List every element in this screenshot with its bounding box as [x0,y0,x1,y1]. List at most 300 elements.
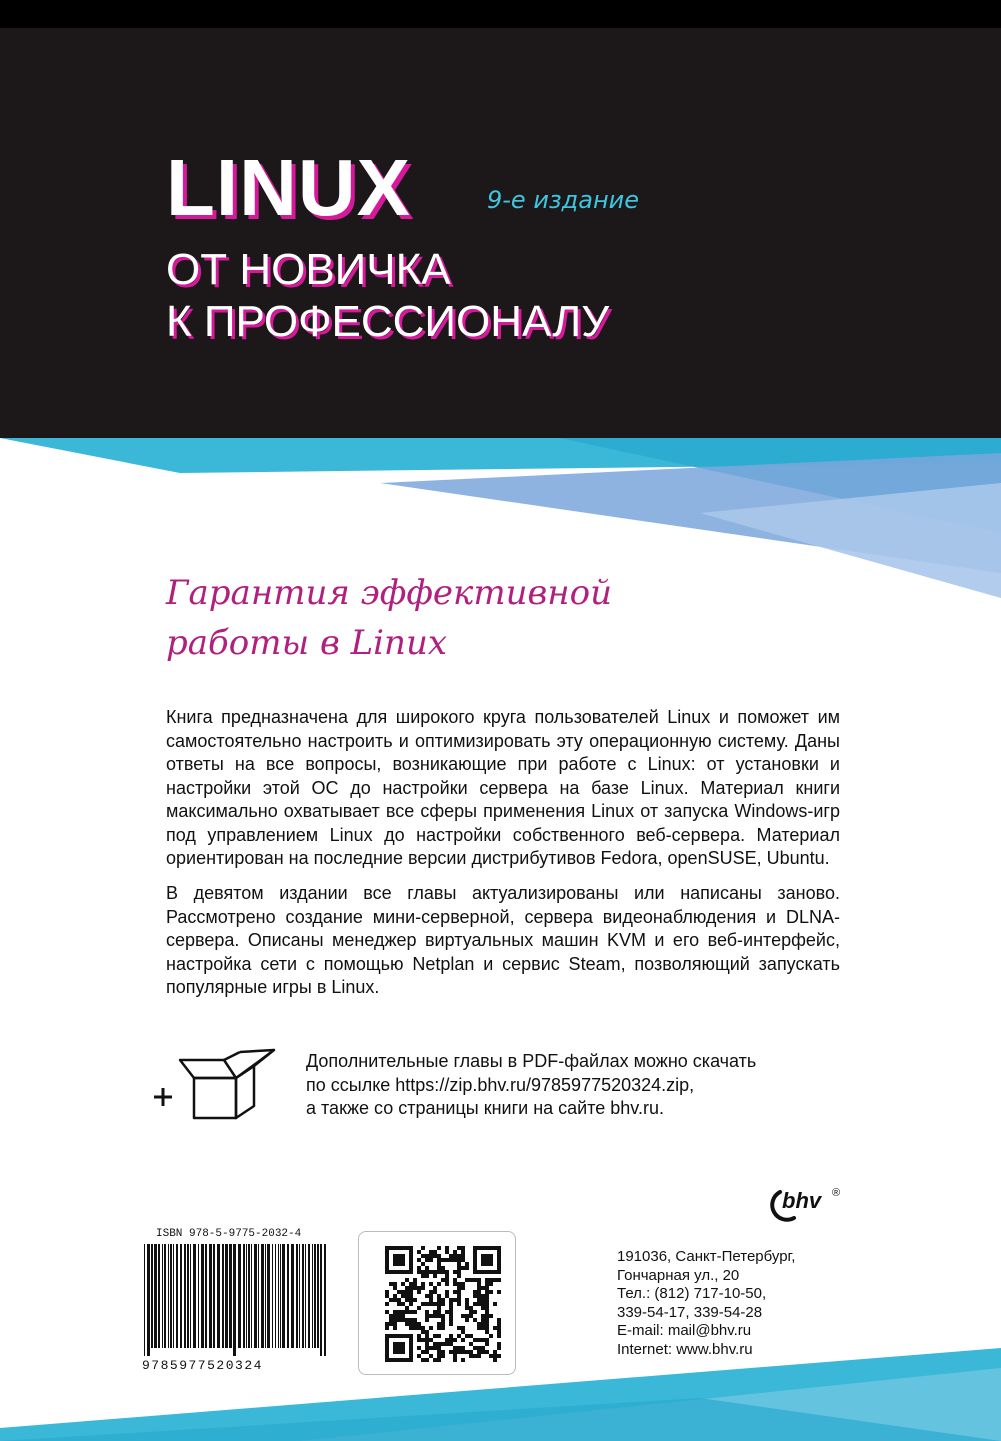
qr-module [445,1274,449,1278]
qr-module [413,1298,417,1302]
qr-module [397,1314,401,1318]
qr-module [477,1298,481,1302]
qr-module [489,1290,493,1294]
qr-module [421,1282,425,1286]
qr-module [485,1290,489,1294]
qr-module [397,1298,401,1302]
qr-module [437,1254,441,1258]
barcode-digits: 9785977520324 [142,1358,263,1373]
qr-module [413,1318,417,1322]
qr-module [489,1282,493,1286]
qr-module [485,1298,489,1302]
qr-module [481,1306,485,1310]
address-line-5: E-mail: mail@bhv.ru [617,1322,752,1339]
qr-module [445,1290,449,1294]
qr-module [389,1282,393,1286]
title-line-2: ОТ НОВИЧКА [166,245,451,294]
qr-module [385,1262,389,1266]
qr-module [473,1278,477,1282]
qr-module [389,1314,393,1318]
qr-module [485,1286,489,1290]
qr-module [385,1310,389,1314]
qr-module [489,1258,493,1262]
qr-module [445,1250,449,1254]
qr-module [461,1258,465,1262]
qr-module [473,1254,477,1258]
qr-module [469,1310,473,1314]
qr-module [385,1258,389,1262]
qr-module [473,1262,477,1266]
qr-module [417,1258,421,1262]
qr-module [405,1310,409,1314]
edition-label: 9-е издание [487,186,640,214]
qr-module [465,1278,469,1282]
qr-module [477,1246,481,1250]
qr-module [485,1282,489,1286]
qr-module [481,1298,485,1302]
qr-module [417,1322,421,1326]
qr-module [465,1318,469,1322]
qr-module [433,1290,437,1294]
qr-module [389,1246,393,1250]
qr-module [409,1294,413,1298]
qr-module [417,1290,421,1294]
qr-module [393,1282,397,1286]
qr-module [473,1246,477,1250]
qr-module [437,1298,441,1302]
qr-module [461,1286,465,1290]
qr-module [497,1254,501,1258]
qr-module [445,1270,449,1274]
qr-module [393,1322,397,1326]
qr-module [449,1322,453,1326]
qr-module [481,1258,485,1262]
qr-module [409,1254,413,1258]
qr-module [429,1250,433,1254]
qr-module [437,1266,441,1270]
qr-module [497,1246,501,1250]
qr-module [485,1322,489,1326]
qr-module [449,1254,453,1258]
qr-module [485,1302,489,1306]
qr-module [409,1310,413,1314]
qr-module [473,1318,477,1322]
qr-module [449,1306,453,1310]
qr-module [453,1278,457,1282]
qr-module [413,1310,417,1314]
qr-module [497,1262,501,1266]
tagline-line-2: работы в Linux [166,623,448,663]
qr-module [489,1314,493,1318]
qr-module [445,1310,449,1314]
qr-module [425,1274,429,1278]
qr-module [413,1278,417,1282]
qr-module [401,1282,405,1286]
qr-module [405,1294,409,1298]
qr-module [425,1258,429,1262]
tagline-line-1: Гарантия эффективной [166,573,613,613]
qr-module [417,1306,421,1310]
qr-module [473,1290,477,1294]
qr-module [485,1246,489,1250]
qr-module [445,1278,449,1282]
qr-module [413,1322,417,1326]
qr-module [465,1314,469,1318]
qr-module [409,1286,413,1290]
extra-chapters-note [306,1050,756,1121]
qr-module [457,1298,461,1302]
qr-module [413,1282,417,1286]
qr-module [429,1258,433,1262]
address-line-1: 191036, Санкт-Петербург, [617,1248,796,1265]
qr-module [481,1314,485,1318]
qr-module [465,1266,469,1270]
qr-module [449,1298,453,1302]
qr-module [405,1246,409,1250]
qr-module [457,1254,461,1258]
qr-module [397,1262,401,1266]
qr-module [409,1266,413,1270]
qr-module [405,1286,409,1290]
qr-module [393,1298,397,1302]
qr-module [485,1314,489,1318]
qr-module [385,1322,389,1326]
qr-module [453,1258,457,1262]
qr-module [397,1310,401,1314]
qr-module [409,1258,413,1262]
qr-module [397,1270,401,1274]
qr-module [453,1290,457,1294]
isbn-label: ISBN 978-5-9775-2032-4 [156,1228,302,1240]
qr-module [389,1318,393,1322]
qr-module [497,1250,501,1254]
qr-module [389,1322,393,1326]
qr-module [385,1294,389,1298]
qr-module [393,1310,397,1314]
qr-module [485,1310,489,1314]
qr-module [497,1258,501,1262]
qr-module [493,1270,497,1274]
qr-module [437,1246,441,1250]
qr-module [389,1298,393,1302]
qr-module [453,1298,457,1302]
qr-module [401,1318,405,1322]
qr-module [389,1270,393,1274]
qr-module [401,1246,405,1250]
qr-module [461,1282,465,1286]
qr-module [385,1290,389,1294]
qr-module [393,1270,397,1274]
qr-module [477,1282,481,1286]
qr-module [477,1286,481,1290]
qr-module [385,1246,389,1250]
qr-module [457,1282,461,1286]
qr-module [437,1294,441,1298]
qr-module [397,1254,401,1258]
qr-module [393,1258,397,1262]
qr-module [385,1266,389,1270]
qr-module [409,1282,413,1286]
qr-module [485,1270,489,1274]
qr-module [489,1254,493,1258]
qr-module [457,1290,461,1294]
qr-module [445,1294,449,1298]
qr-module [461,1250,465,1254]
qr-module [473,1294,477,1298]
qr-module [481,1270,485,1274]
qr-module [481,1302,485,1306]
qr-module [425,1266,429,1270]
qr-module [473,1266,477,1270]
qr-module [481,1246,485,1250]
qr-module [393,1262,397,1266]
qr-module [449,1258,453,1262]
extra-line-2: по ссылке https://zip.bhv.ru/9785977520324.zip, [306,1074,695,1095]
address-line-2: Гончарная ул., 20 [617,1266,740,1284]
address-line-4: 339-54-17, 339-54-28 [617,1303,763,1321]
description-paragraph-2: В девятом издании все главы актуализированы или написаны заново. Рассмотрено создание мини-серверной, сервера видеонаблюдения и DLNA-сервера. Описаны менеджер виртуальных машин KVM и его веб-интерфейс, настройка сети с помощью Netplan и сервис Steam, позволяющий запускать популярные игры в Linux. [166,883,840,997]
qr-module [457,1246,461,1250]
qr-module [493,1278,497,1282]
qr-module [461,1314,465,1318]
qr-module [429,1314,433,1318]
qr-module [401,1258,405,1262]
qr-module [497,1278,501,1282]
qr-module [429,1270,433,1274]
qr-module [393,1286,397,1290]
qr-module [437,1302,441,1306]
qr-module [409,1270,413,1274]
qr-module [429,1302,433,1306]
extra-line-1: Дополнительные главы в PDF-файлах можно скачать [306,1051,757,1071]
qr-module [449,1310,453,1314]
qr-module [393,1314,397,1318]
qr-module [441,1266,445,1270]
qr-module [421,1246,425,1250]
qr-module [385,1254,389,1258]
qr-module [425,1310,429,1314]
qr-module [409,1322,413,1326]
qr-module [429,1294,433,1298]
qr-module [401,1290,405,1294]
qr-module [421,1274,425,1278]
qr-module [457,1294,461,1298]
qr-module [497,1266,501,1270]
qr-module [485,1318,489,1322]
qr-module [489,1270,493,1274]
qr-module [457,1286,461,1290]
qr-module [409,1250,413,1254]
qr-module [397,1258,401,1262]
qr-module [433,1286,437,1290]
qr-module [397,1302,401,1306]
qr-module [433,1314,437,1318]
qr-module [409,1298,413,1302]
qr-module [473,1310,477,1314]
qr-module [497,1290,501,1294]
qr-module [497,1322,501,1326]
qr-module [477,1290,481,1294]
bhv-logo [766,1178,846,1228]
qr-module [449,1314,453,1318]
title-band [0,28,1001,438]
book-back-cover [0,28,1001,1441]
qr-module [405,1298,409,1302]
qr-module [417,1250,421,1254]
qr-module [445,1246,449,1250]
qr-module [481,1262,485,1266]
qr-module [481,1318,485,1322]
qr-module [445,1258,449,1262]
qr-module [429,1290,433,1294]
qr-module [457,1302,461,1306]
qr-module [437,1258,441,1262]
qr-module [393,1294,397,1298]
qr-module [469,1314,473,1318]
qr-module [433,1254,437,1258]
qr-module [425,1254,429,1258]
qr-module [481,1322,485,1326]
qr-module [461,1246,465,1250]
qr-module [405,1318,409,1322]
qr-module [429,1254,433,1258]
qr-module [401,1310,405,1314]
qr-module [405,1278,409,1282]
qr-module [429,1298,433,1302]
qr-module [453,1270,457,1274]
address-line-6: Internet: www.bhv.ru [617,1340,753,1358]
qr-module [473,1250,477,1254]
qr-module [473,1302,477,1306]
qr-module [417,1286,421,1290]
extra-line-3: а также со страницы книги на сайте bhv.ru. [306,1098,664,1118]
qr-module [417,1266,421,1270]
qr-module [425,1302,429,1306]
qr-module [425,1318,429,1322]
qr-module [485,1262,489,1266]
qr-module [477,1278,481,1282]
qr-module [421,1254,425,1258]
qr-module [441,1298,445,1302]
qr-module [393,1246,397,1250]
qr-module [437,1310,441,1314]
qr-module [417,1270,421,1274]
qr-module [437,1282,441,1286]
qr-module [477,1270,481,1274]
qr-module [441,1270,445,1274]
qr-module [397,1246,401,1250]
qr-module [457,1274,461,1278]
qr-module [477,1294,481,1298]
qr-module [477,1322,481,1326]
qr-module [409,1290,413,1294]
qr-module [409,1246,413,1250]
qr-module [481,1254,485,1258]
qr-module [429,1282,433,1286]
qr-module [465,1306,469,1310]
qr-module [473,1270,477,1274]
qr-module [441,1322,445,1326]
qr-module [433,1274,437,1278]
qr-module [433,1302,437,1306]
qr-module [433,1270,437,1274]
address-line-3: Тел.: (812) 717-10-50, [617,1285,767,1302]
qr-module [461,1266,465,1270]
title-linux: LINUX [166,143,411,232]
qr-module [405,1270,409,1274]
qr-module [489,1246,493,1250]
qr-module [477,1302,481,1306]
qr-module [425,1270,429,1274]
qr-module [485,1294,489,1298]
qr-module [457,1270,461,1274]
qr-module [385,1302,389,1306]
title-line-3: К ПРОФЕССИОНАЛУ [166,297,610,346]
qr-module [453,1254,457,1258]
qr-module [401,1302,405,1306]
qr-module [421,1286,425,1290]
qr-module [469,1278,473,1282]
qr-module [453,1282,457,1286]
qr-module [401,1262,405,1266]
qr-module [401,1270,405,1274]
qr-module [421,1262,425,1266]
qr-module [397,1318,401,1322]
qr-module [437,1314,441,1318]
qr-module [401,1254,405,1258]
qr-module [445,1282,449,1286]
qr-module [441,1314,445,1318]
qr-module [481,1294,485,1298]
qr-module [433,1250,437,1254]
qr-module [457,1262,461,1266]
qr-module [413,1286,417,1290]
bhv-logo-mark: ® [832,1187,841,1199]
qr-module [385,1250,389,1254]
qr-module [497,1270,501,1274]
qr-module [485,1306,489,1310]
qr-module [437,1306,441,1310]
qr-module [489,1262,493,1266]
qr-module [421,1302,425,1306]
bhv-logo-text: bhv [782,1188,822,1213]
qr-module [453,1250,457,1254]
qr-module [425,1314,429,1318]
qr-module [401,1294,405,1298]
qr-module [393,1318,397,1322]
description-paragraph-1: Книга предназначена для широкого круга пользователей Linux и поможет им самостоятельно настроить и оптимизировать эту операционную систему. Даны ответы на все вопросы, возникающие при работе с Linux: от установки и настройки этой ОС до настройки сервера на базе Linux. Материал книги максимально охватывает все сферы применения Linux от запуска Windows-игр под управлением Linux до настройки собственного веб-сервера. Материал ориентирован на последние версии дистрибутивов Fedora, openSUSE, Ubuntu. [166,707,840,868]
qr-module [393,1254,397,1258]
qr-module [437,1270,441,1274]
qr-module [401,1314,405,1318]
qr-module [441,1302,445,1306]
qr-module [465,1298,469,1302]
qr-module [441,1278,445,1282]
qr-module [485,1258,489,1262]
qr-module [485,1278,489,1282]
qr-module [405,1290,409,1294]
qr-module [493,1302,497,1306]
qr-module [461,1254,465,1258]
qr-module [385,1270,389,1274]
qr-module [425,1294,429,1298]
qr-module [409,1302,413,1306]
qr-module [437,1262,441,1266]
qr-module [481,1286,485,1290]
qr-module [397,1290,401,1294]
qr-module [457,1258,461,1262]
qr-module [457,1266,461,1270]
